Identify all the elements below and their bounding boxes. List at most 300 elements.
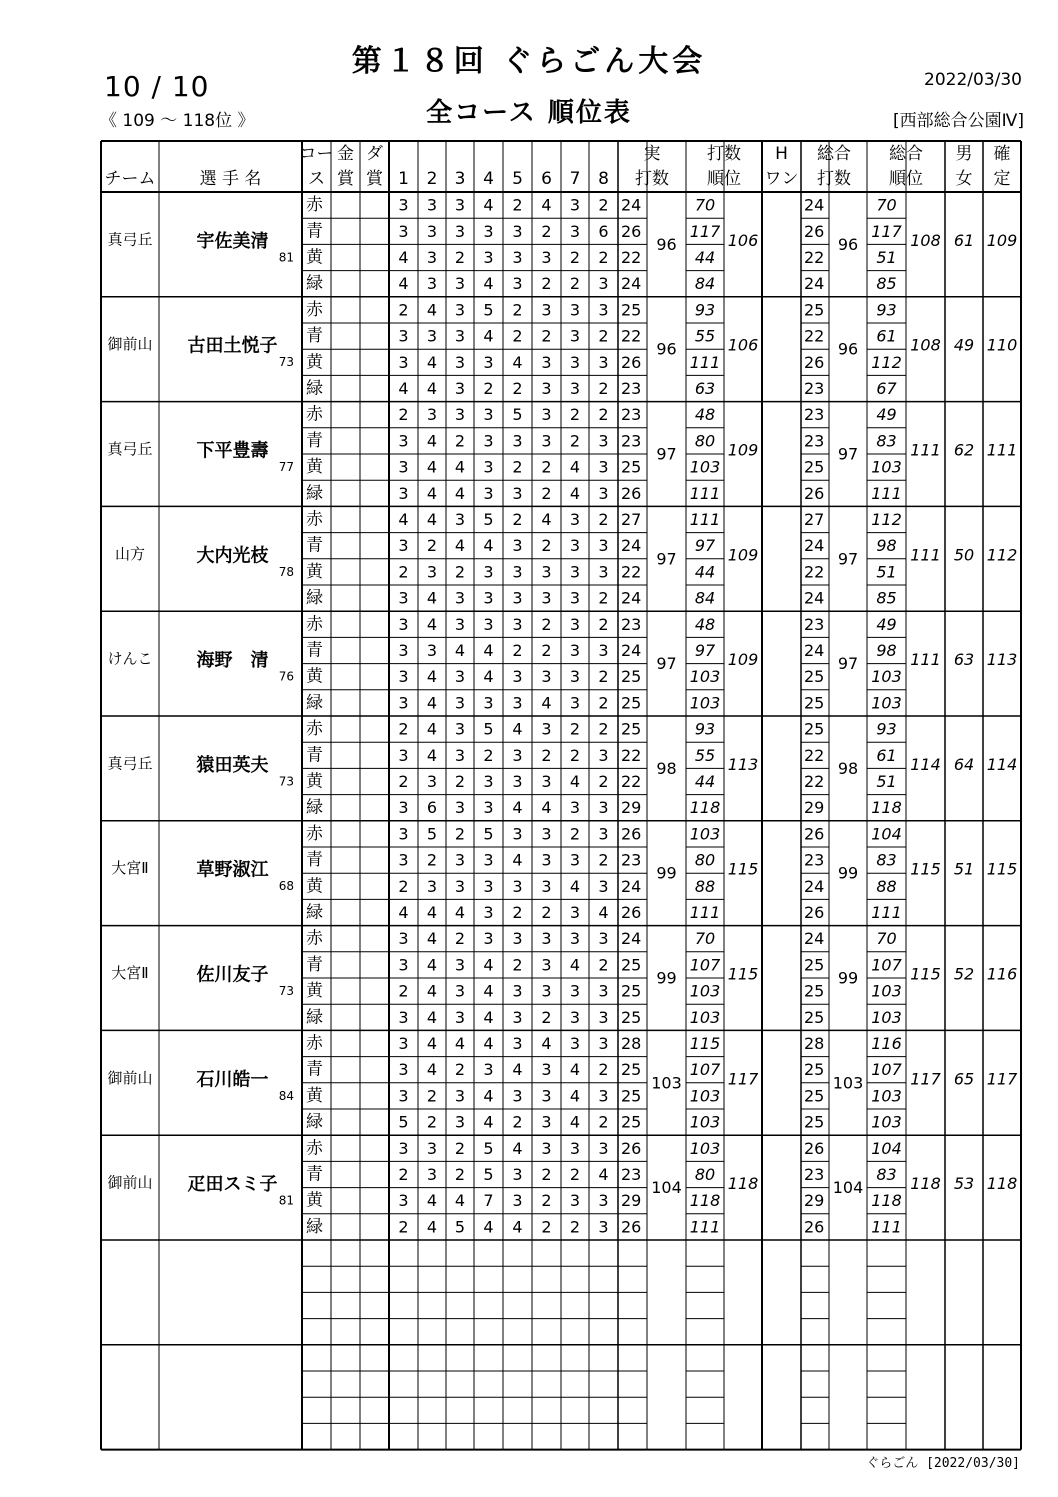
- course-subtotal: 29: [621, 1191, 642, 1211]
- course-rank: 93: [694, 719, 716, 739]
- final-rank: 112: [986, 545, 1018, 565]
- course-name: 黄: [306, 981, 323, 1002]
- header-gender: 男: [955, 144, 973, 164]
- stroke-rank: 117: [727, 1069, 759, 1089]
- hole-score: 4: [483, 1217, 494, 1237]
- hole-score: 3: [569, 352, 581, 372]
- hole-score: 4: [426, 1191, 438, 1211]
- course-rank: 111: [689, 483, 721, 503]
- total-rank: 118: [910, 1174, 941, 1194]
- player-team: 真弓丘: [107, 440, 153, 458]
- hole-score: 3: [512, 772, 523, 791]
- course-name: 緑: [306, 273, 323, 294]
- course-subtotal: 24: [621, 641, 642, 660]
- total-row-rank: 49: [876, 614, 897, 634]
- hole-score: 5: [512, 405, 523, 425]
- header-gender: 女: [955, 169, 973, 189]
- player-team: 大宮Ⅱ: [111, 964, 149, 982]
- hole-score: 4: [512, 1217, 523, 1237]
- hole-score: 3: [426, 562, 438, 582]
- hole-score: 2: [454, 772, 466, 791]
- rank-range: 《 109 ～ 118位 》: [100, 111, 255, 131]
- total-row-rank: 111: [871, 483, 902, 503]
- course-name: 緑: [306, 1007, 323, 1028]
- hole-score: 3: [569, 1191, 581, 1211]
- hole-score: 3: [398, 588, 409, 608]
- total-row-rank: 112: [871, 510, 902, 529]
- hole-score: 2: [398, 981, 409, 1001]
- header-final: 確: [993, 144, 1011, 164]
- course-rank: 97: [694, 641, 716, 660]
- hole-score: 3: [454, 352, 466, 372]
- total-row-rank: 83: [876, 850, 897, 870]
- course-rank: 103: [689, 457, 721, 477]
- hole-score: 3: [512, 929, 523, 949]
- course-rank: 118: [689, 1191, 721, 1211]
- hole-score: 3: [426, 1138, 438, 1158]
- hole-score: 4: [426, 457, 438, 477]
- course-rank: 103: [689, 1007, 721, 1027]
- course-rank: 63: [694, 379, 716, 398]
- total-row: 25: [804, 457, 825, 477]
- hole-score: 4: [426, 614, 438, 634]
- hole-score: 3: [512, 1034, 523, 1053]
- course-name: 赤: [306, 404, 323, 425]
- total-row-rank: 104: [871, 824, 902, 844]
- hole-score: 3: [483, 405, 494, 425]
- hole-score: 4: [483, 274, 494, 294]
- hole-score: 3: [398, 536, 409, 556]
- total-row-rank: 118: [871, 798, 902, 818]
- header-total: 総合: [817, 144, 851, 164]
- header-label: 金: [337, 144, 354, 164]
- total-row-rank: 103: [871, 1112, 902, 1132]
- hole-score: 3: [598, 1034, 609, 1053]
- hole-score: 2: [598, 510, 609, 529]
- hole-score: 3: [541, 405, 552, 425]
- hole-score: 3: [426, 641, 438, 660]
- player-name: 海野 清: [196, 650, 269, 672]
- player-age: 73: [278, 984, 294, 998]
- course-rank: 48: [694, 614, 716, 634]
- course-name: 青: [306, 535, 323, 556]
- hole-score: 2: [426, 536, 438, 556]
- course-subtotal: 22: [621, 248, 642, 267]
- hole-score: 3: [541, 1086, 552, 1106]
- hole-score: 4: [541, 798, 552, 818]
- hole-score: 3: [598, 798, 609, 818]
- hole-score: 3: [541, 562, 552, 582]
- course-subtotal: 22: [621, 326, 642, 346]
- hole-score: 2: [569, 1165, 581, 1184]
- hole-score: 4: [426, 379, 438, 398]
- hole-score: 4: [398, 379, 409, 398]
- hole-score: 3: [426, 326, 438, 346]
- hole-score: 3: [483, 903, 494, 922]
- hole-score: 3: [454, 850, 466, 870]
- hole-score: 3: [483, 798, 494, 818]
- hole-score: 4: [483, 195, 494, 215]
- stroke-rank: 109: [727, 650, 759, 670]
- total-row: 26: [804, 352, 825, 372]
- hole-score: 3: [398, 457, 409, 477]
- total-row-rank: 67: [876, 379, 897, 398]
- course-subtotal: 29: [621, 798, 642, 818]
- final-rank: 109: [986, 230, 1018, 250]
- hole-score: 4: [398, 510, 409, 529]
- total-row-rank: 93: [876, 719, 897, 739]
- hole-score: 3: [483, 588, 494, 608]
- player-name: 猿田英夫: [196, 754, 269, 776]
- course-name: 赤: [306, 509, 323, 530]
- hole-score: 4: [426, 483, 438, 503]
- course-subtotal: 25: [621, 300, 642, 320]
- total-row: 26: [804, 824, 825, 844]
- total-row: 25: [804, 1007, 825, 1027]
- hole-score: 3: [454, 981, 466, 1001]
- course-subtotal: 26: [621, 483, 642, 503]
- course-name: 青: [306, 430, 323, 451]
- hole-score: 2: [541, 483, 552, 503]
- hole-score: 3: [569, 1034, 581, 1053]
- header-team: チーム: [104, 169, 156, 189]
- hole-score: 6: [426, 798, 438, 818]
- hole-score: 3: [483, 352, 494, 372]
- hole-score: 3: [541, 431, 552, 451]
- hole-score: 3: [598, 1086, 609, 1106]
- course-name: 赤: [306, 719, 323, 740]
- total-row: 27: [804, 510, 825, 529]
- total-row: 22: [804, 326, 825, 346]
- hole-score: 4: [426, 1007, 438, 1027]
- course-name: 青: [306, 745, 323, 766]
- player-team: 御前山: [107, 1173, 153, 1192]
- hole-score: 4: [426, 745, 438, 765]
- course-rank: 111: [689, 510, 721, 529]
- stroke-rank: 106: [727, 230, 759, 250]
- course-name: 黄: [306, 771, 323, 792]
- hole-score: 2: [454, 562, 466, 582]
- hole-score: 2: [512, 510, 523, 529]
- total-strokes: 104: [832, 1178, 864, 1198]
- hole-score: 4: [426, 300, 438, 320]
- hole-score: 4: [426, 1060, 438, 1080]
- gender-rank: 51: [953, 859, 975, 879]
- course-subtotal: 25: [621, 1007, 642, 1027]
- course-rank: 44: [694, 248, 716, 267]
- total-strokes: 103: [832, 1073, 864, 1093]
- hole-score: 2: [541, 1165, 552, 1184]
- hole-score: 3: [569, 1007, 581, 1027]
- hole-score: 3: [541, 981, 552, 1001]
- header-final: 定: [993, 169, 1011, 189]
- total-strokes: 97: [837, 654, 859, 674]
- hole-score: 2: [512, 195, 523, 215]
- course-name: 青: [306, 1059, 323, 1080]
- actual-strokes: 99: [656, 968, 677, 988]
- hole-score: 4: [483, 981, 494, 1001]
- total-row: 25: [804, 693, 825, 713]
- player-team: 真弓丘: [107, 230, 153, 249]
- total-row: 26: [804, 221, 825, 241]
- hole-score: 2: [569, 824, 581, 844]
- hole-score: 3: [598, 1138, 609, 1158]
- course-name: 緑: [306, 588, 323, 609]
- hole-score: 3: [512, 431, 523, 451]
- hole-score: 2: [598, 614, 609, 634]
- hole-score: 2: [598, 693, 609, 713]
- hole-score: 3: [598, 824, 609, 844]
- total-row-rank: 104: [871, 1138, 902, 1158]
- hole-score: 4: [426, 903, 438, 922]
- hole-score: 4: [569, 483, 581, 503]
- total-rank: 108: [910, 230, 941, 250]
- hole-score: 3: [398, 798, 409, 818]
- hole-score: 3: [398, 195, 409, 215]
- course-name: 緑: [306, 378, 323, 399]
- hole-score: 2: [398, 1217, 409, 1237]
- hole-score: 3: [454, 221, 466, 241]
- hole-score: 4: [569, 1112, 581, 1132]
- hole-score: 3: [454, 195, 466, 215]
- hole-score: 5: [454, 1217, 466, 1237]
- header-actual: 打数: [635, 169, 669, 189]
- player-name: 古田土悦子: [187, 335, 278, 357]
- header-player: 選 手 名: [199, 169, 262, 189]
- hole-score: 3: [512, 667, 523, 687]
- final-rank: 114: [986, 754, 1018, 774]
- hole-score: 2: [541, 1007, 552, 1027]
- hole-score: 2: [512, 955, 523, 975]
- course-subtotal: 25: [621, 955, 642, 975]
- gender-rank: 49: [953, 335, 975, 355]
- hole-score: 3: [483, 614, 494, 634]
- course-rank: 107: [689, 1060, 721, 1080]
- stroke-rank: 115: [727, 859, 759, 879]
- course-subtotal: 24: [621, 876, 642, 896]
- hole-score: 2: [541, 614, 552, 634]
- hole-score: 2: [598, 405, 609, 425]
- hole-score: 4: [483, 1034, 494, 1053]
- total-row: 23: [804, 405, 825, 425]
- hole-score: 2: [598, 588, 609, 608]
- hole-score: 3: [483, 457, 494, 477]
- header-total-rank: 順位: [889, 169, 923, 189]
- hole-score: 3: [569, 614, 581, 634]
- hole-score: 3: [598, 457, 609, 477]
- course-rank: 55: [694, 745, 716, 765]
- total-row: 23: [804, 379, 825, 398]
- total-row-rank: 116: [871, 1034, 902, 1053]
- hole-score: 3: [398, 1191, 409, 1211]
- hole-score: 3: [598, 876, 609, 896]
- player-team: けんこ: [107, 649, 153, 668]
- player-name: 大内光枝: [196, 545, 269, 567]
- total-row-rank: 98: [876, 641, 897, 660]
- hole-score: 3: [398, 667, 409, 687]
- total-row-rank: 61: [876, 745, 897, 765]
- total-row-rank: 88: [876, 876, 897, 896]
- course-rank: 80: [694, 1165, 716, 1184]
- hole-score: 3: [426, 1165, 438, 1184]
- hole-score: 3: [569, 195, 581, 215]
- hole-score: 2: [569, 1217, 581, 1237]
- total-strokes: 96: [837, 339, 859, 359]
- final-rank: 113: [986, 650, 1018, 670]
- course-name: 緑: [306, 1216, 323, 1237]
- header-hole-in-one: ワン: [764, 169, 799, 189]
- total-row: 26: [804, 1217, 825, 1237]
- course-rank: 84: [694, 588, 716, 608]
- player-name: 宇佐美清: [196, 230, 269, 252]
- total-row-rank: 111: [871, 903, 902, 922]
- hole-score: 3: [512, 221, 523, 241]
- hole-score: 4: [454, 457, 466, 477]
- hole-score: 3: [426, 221, 438, 241]
- course-subtotal: 22: [621, 562, 642, 582]
- hole-score: 3: [398, 1086, 409, 1106]
- hole-score: 3: [541, 667, 552, 687]
- hole-score: 4: [483, 1112, 494, 1132]
- hole-score: 3: [569, 693, 581, 713]
- hole-score: 4: [454, 483, 466, 503]
- hole-score: 3: [454, 274, 466, 294]
- hole-score: 3: [541, 300, 552, 320]
- hole-score: 3: [598, 1191, 609, 1211]
- course-subtotal: 25: [621, 1086, 642, 1106]
- hole-score: 3: [512, 562, 523, 582]
- hole-score: 2: [454, 1165, 466, 1184]
- hole-score: 4: [569, 955, 581, 975]
- hole-score: 3: [541, 1060, 552, 1080]
- actual-strokes: 103: [651, 1073, 682, 1093]
- total-row-rank: 85: [876, 274, 897, 294]
- hole-score: 3: [569, 1138, 581, 1158]
- gender-rank: 52: [953, 964, 975, 984]
- hole-score: 5: [483, 510, 494, 529]
- course-name: 黄: [306, 1190, 323, 1211]
- hole-score: 3: [512, 588, 523, 608]
- hole-score: 3: [454, 745, 466, 765]
- course-rank: 44: [694, 562, 716, 582]
- header-stroke-rank: 打数: [707, 144, 741, 164]
- total-row: 24: [804, 195, 825, 215]
- course-rank: 107: [689, 955, 721, 975]
- stroke-rank: 106: [727, 335, 759, 355]
- total-rank: 115: [910, 859, 941, 879]
- hole-score: 3: [483, 929, 494, 949]
- hole-score: 3: [426, 405, 438, 425]
- course-rank: 103: [689, 1112, 721, 1132]
- total-row: 25: [804, 1086, 825, 1106]
- course-subtotal: 25: [621, 693, 642, 713]
- hole-score: 3: [598, 562, 609, 582]
- hole-score: 2: [454, 431, 466, 451]
- course-subtotal: 26: [621, 221, 642, 241]
- hole-score: 3: [398, 955, 409, 975]
- hole-score: 3: [598, 431, 609, 451]
- player-team: 御前山: [107, 1068, 153, 1087]
- total-row: 24: [804, 274, 825, 294]
- hole-score: 3: [569, 536, 581, 556]
- hole-score: 4: [569, 1086, 581, 1106]
- hole-score: 3: [398, 221, 409, 241]
- course-rank: 111: [689, 352, 721, 372]
- hole-score: 4: [426, 510, 438, 529]
- hole-score: 2: [512, 379, 523, 398]
- hole-score: 3: [398, 824, 409, 844]
- player-team: 御前山: [107, 335, 153, 354]
- hole-score: 3: [541, 1138, 552, 1158]
- hole-score: 3: [454, 798, 466, 818]
- course-name: 青: [306, 1164, 323, 1185]
- final-rank: 116: [986, 964, 1018, 984]
- header-label: ス: [308, 169, 325, 189]
- hole-score: 2: [512, 903, 523, 922]
- total-row-rank: 85: [876, 588, 897, 608]
- course-subtotal: 27: [621, 510, 642, 529]
- course-rank: 80: [694, 431, 716, 451]
- total-row: 23: [804, 1165, 825, 1184]
- course-subtotal: 22: [621, 772, 642, 791]
- hole-score: 3: [483, 772, 494, 791]
- total-row-rank: 70: [876, 195, 897, 215]
- hole-score: 3: [512, 693, 523, 713]
- hole-score: 2: [541, 274, 552, 294]
- course-rank: 93: [694, 300, 716, 320]
- hole-score: 3: [483, 248, 494, 267]
- header-hole: 2: [426, 169, 438, 189]
- hole-score: 2: [398, 876, 409, 896]
- actual-strokes: 96: [656, 339, 677, 359]
- hole-score: 3: [569, 667, 581, 687]
- hole-score: 4: [569, 457, 581, 477]
- course-subtotal: 26: [621, 903, 642, 922]
- player-age: 77: [278, 460, 294, 474]
- player-age: 73: [278, 774, 294, 789]
- hole-score: 2: [398, 719, 409, 739]
- total-row: 25: [804, 981, 825, 1001]
- course-rank: 117: [689, 221, 721, 241]
- total-row-rank: 83: [876, 431, 897, 451]
- total-row-rank: 112: [871, 352, 902, 372]
- hole-score: 3: [454, 1007, 466, 1027]
- hole-score: 3: [483, 562, 494, 582]
- player-team: 大宮Ⅱ: [111, 859, 149, 878]
- total-row-rank: 98: [876, 536, 897, 556]
- total-strokes: 99: [837, 968, 859, 988]
- course-name: 黄: [306, 1085, 323, 1106]
- hole-score: 3: [598, 483, 609, 503]
- course-name: 黄: [306, 457, 323, 478]
- hole-score: 3: [454, 300, 466, 320]
- course-rank: 44: [694, 772, 716, 791]
- hole-score: 3: [541, 352, 552, 372]
- hole-score: 4: [483, 641, 494, 660]
- course-rank: 103: [689, 667, 721, 687]
- total-row: 26: [804, 483, 825, 503]
- header-hole-in-one: H: [775, 144, 788, 164]
- hole-score: 4: [512, 1060, 523, 1080]
- player-team: 真弓丘: [107, 754, 153, 773]
- hole-score: 3: [512, 1165, 523, 1184]
- course-name: 赤: [306, 823, 323, 844]
- hole-score: 3: [512, 1086, 523, 1106]
- hole-score: 2: [454, 1138, 466, 1158]
- hole-score: 3: [598, 745, 609, 765]
- course-name: 青: [306, 640, 323, 661]
- page-subtitle: 全コース 順位表: [426, 98, 632, 128]
